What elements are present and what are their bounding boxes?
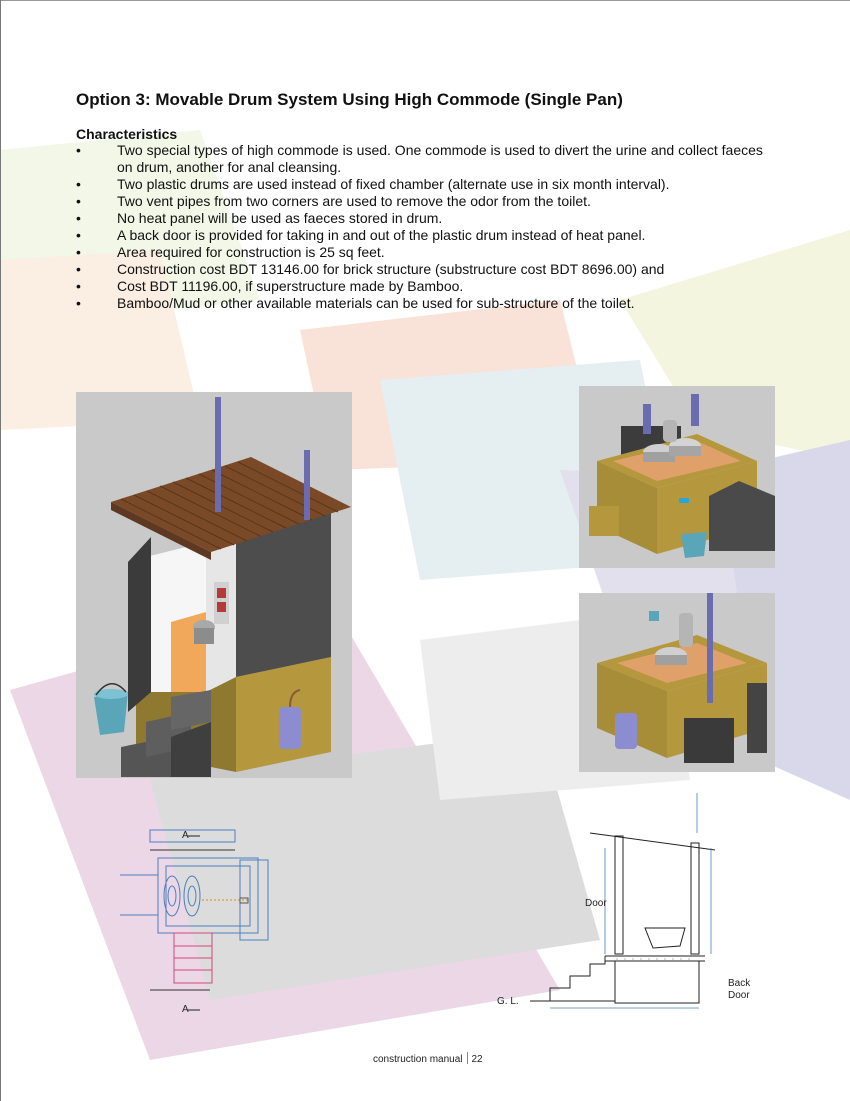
footer-separator [467,1052,468,1064]
plan-drawing [110,820,290,1020]
page-footer [373,1052,483,1065]
list-item: • A back door is provided for taking in and out of the plastic drum instead of heat panel. [76,227,646,243]
bullet-icon: • [76,295,81,311]
list-item: • Two vent pipes from two corners are used to remove the odor from the toilet. [76,193,591,209]
page-border-left [0,0,1,1101]
bullet-icon: • [76,278,81,294]
characteristics-heading: Characteristics [76,126,178,142]
characteristics-list [76,142,781,312]
section-drawing [495,788,775,1018]
section-mark-bottom: A [182,1004,189,1015]
bullet-icon: • [76,210,81,226]
list-item: • Construction cost BDT 13146.00 for brick structure (substructure cost BDT 8696.00) and [76,261,665,277]
bullet-icon: • [76,176,81,192]
bullet-icon: • [76,227,81,243]
page-number: 22 [471,1054,483,1065]
section-mark-top: A [182,830,189,841]
toilet-top-view-illustration [579,386,775,568]
page-border-top [0,0,850,1]
bullet-icon: • [76,142,81,158]
footer-label: construction manual [373,1054,463,1065]
bullet-icon: • [76,261,81,277]
list-item: • Area required for construction is 25 sq feet. [76,244,385,260]
back-door-label-line1: Back [728,978,751,989]
door-label: Door [585,898,607,909]
list-item: • Two special types of high commode is used. One commode is used to divert the urine and collect faeces on drum, another for anal cleansing. [76,142,763,175]
list-item: • Two plastic drums are used instead of fixed chamber (alternate use in six month interval). [76,176,670,192]
list-item: • Bamboo/Mud or other available materials can be used for sub-structure of the toilet. [76,295,635,311]
toilet-3d-illustration [76,392,352,778]
toilet-back-view-illustration [579,593,775,772]
bullet-icon: • [76,193,81,209]
ground-level-label: G. L. [497,996,519,1007]
list-item: • No heat panel will be used as faeces stored in drum. [76,210,443,226]
back-door-label-line2: Door [728,990,750,1001]
list-item: • Cost BDT 11196.00, if superstructure made by Bamboo. [76,278,464,294]
bullet-icon: • [76,244,81,260]
page-title: Option 3: Movable Drum System Using High Commode (Single Pan) [76,90,623,109]
